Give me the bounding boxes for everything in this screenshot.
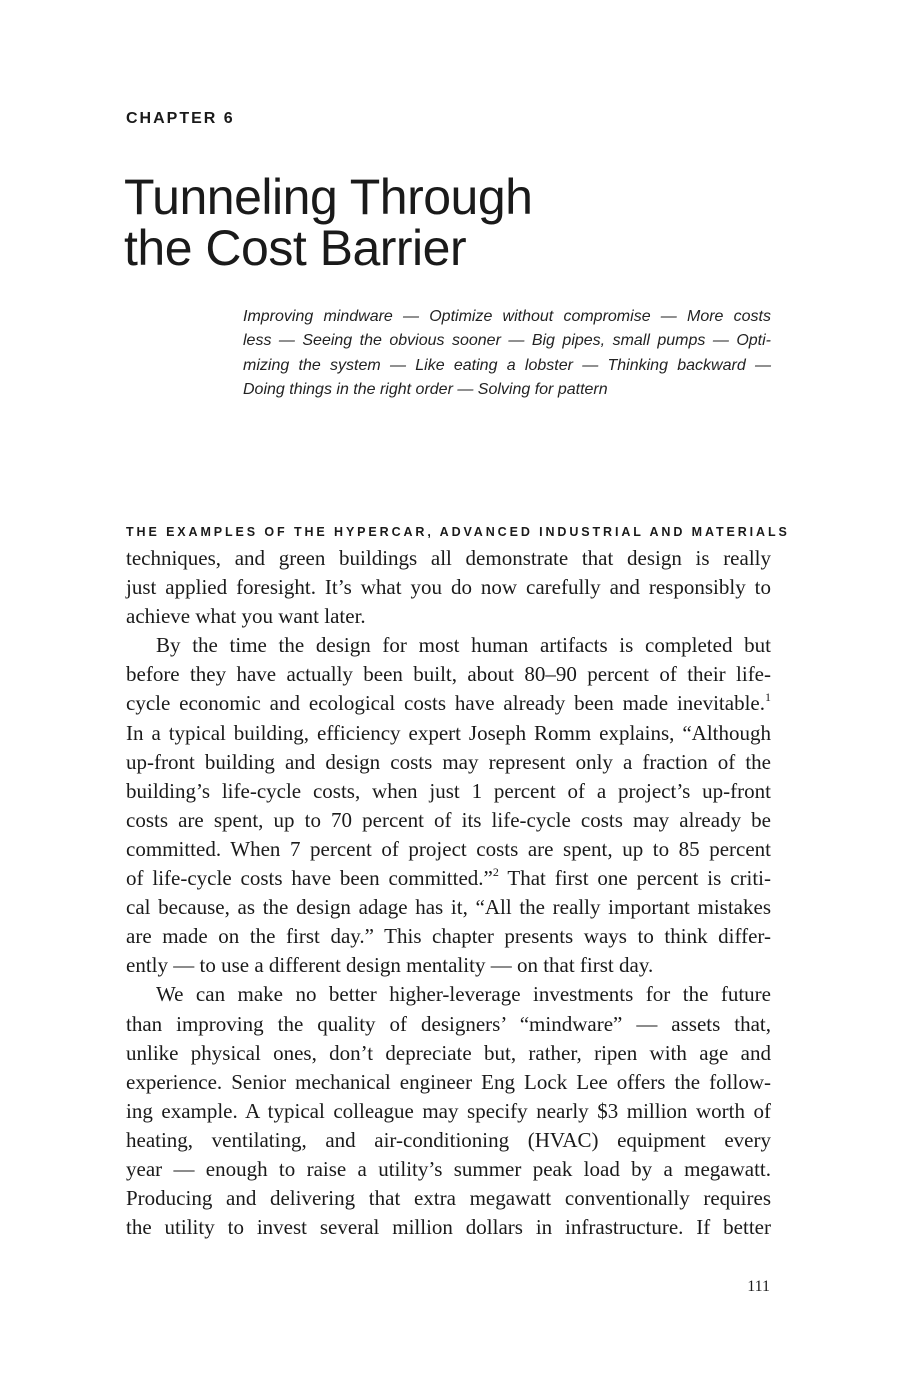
- text-line: By the time the design for most human artifacts is completed but: [156, 633, 771, 658]
- page-number: 111: [747, 1278, 770, 1295]
- text-line: costs are spent, up to 70 percent of its life-cycle costs may already be: [126, 807, 771, 832]
- chapter-label: CHAPTER 6: [126, 110, 235, 127]
- text-segment: cycle economic and ecological costs have already been made inevitable.: [126, 691, 765, 716]
- paragraph-1: [126, 544, 771, 631]
- text-line: [126, 689, 771, 718]
- text-line: We can make no better higher-leverage investments for the future: [156, 982, 771, 1007]
- paragraph-2: [126, 631, 771, 980]
- text-line: In a typical building, efficiency expert Joseph Romm explains, “Although: [126, 720, 771, 745]
- chapter-epigraph: [243, 305, 771, 402]
- text-line: achieve what you want later.: [126, 604, 366, 629]
- text-line: than improving the quality of designers’ “mindware” — assets that,: [126, 1011, 771, 1036]
- text-line: ing example. A typical colleague may specify nearly $3 million worth of: [126, 1098, 771, 1123]
- text-line: just applied foresight. It’s what you do now carefully and responsibly to: [126, 575, 771, 600]
- epigraph-line: Doing things in the right order — Solving for pattern: [243, 380, 608, 398]
- footnote-ref: 1: [765, 690, 771, 705]
- text-line: committed. When 7 percent of project costs are spent, up to 85 percent: [126, 836, 771, 861]
- text-line: [126, 864, 771, 893]
- footnote-ref: 2: [492, 865, 499, 880]
- text-line: year — enough to raise a utility’s summer peak load by a megawatt.: [126, 1156, 771, 1181]
- text-line: are made on the first day.” This chapter presents ways to think differ-: [126, 924, 771, 949]
- paragraph-3: [126, 980, 771, 1242]
- chapter-title: [124, 169, 533, 276]
- chapter-title-line: Tunneling Through: [124, 169, 533, 225]
- text-segment: of life-cycle costs have been committed.”: [126, 866, 493, 891]
- text-line: building’s life-cycle costs, when just 1 percent of a project’s up-front: [126, 778, 771, 803]
- text-line: unlike physical ones, don’t depreciate but, rather, ripen with age and: [126, 1040, 771, 1065]
- text-line: techniques, and green buildings all demonstrate that design is really: [126, 546, 771, 570]
- body-text: [126, 520, 790, 1242]
- epigraph-line: less — Seeing the obvious sooner — Big pipes, small pumps — Opti-: [243, 332, 771, 350]
- text-line: cal because, as the design adage has it, “All the really important mistakes: [126, 895, 771, 920]
- text-line: before they have actually been built, about 80–90 percent of their life-: [126, 662, 771, 687]
- opening-small-caps: THE EXAMPLES OF THE HYPERCAR, ADVANCED INDUSTRIAL AND MATERIALS: [126, 525, 790, 539]
- text-line: the utility to invest several million dollars in infrastructure. If better: [126, 1215, 771, 1240]
- epigraph-line: Improving mindware — Optimize without compromise — More costs: [243, 308, 771, 325]
- text-segment: That first one percent is criti-: [498, 866, 772, 891]
- epigraph-line: mizing the system — Like eating a lobster — Thinking backward —: [243, 356, 771, 374]
- text-line: ently — to use a different design mentality — on that first day.: [126, 953, 654, 978]
- chapter-title-line: the Cost Barrier: [124, 220, 467, 276]
- text-line: experience. Senior mechanical engineer Eng Lock Lee offers the follow-: [126, 1069, 771, 1094]
- text-line: up-front building and design costs may represent only a fraction of the: [126, 749, 771, 774]
- text-line: heating, ventilating, and air-conditioning (HVAC) equipment every: [126, 1127, 771, 1152]
- text-line: Producing and delivering that extra megawatt conventionally requires: [126, 1186, 771, 1211]
